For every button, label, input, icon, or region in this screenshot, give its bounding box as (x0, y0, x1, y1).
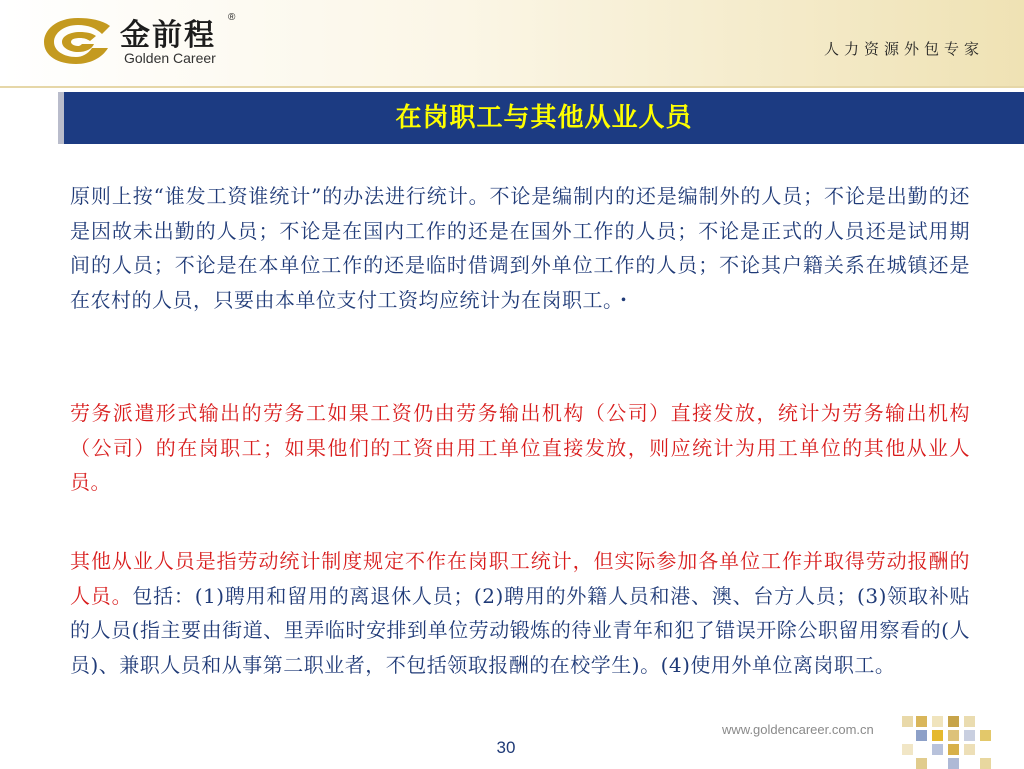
other-employees-definition: 其他从业人员是指劳动统计制度规定不作在岗职工统计，但实际参加各单位工作并取得劳动报酬的人员。 (70, 549, 970, 608)
title-bar-left-stub (0, 92, 62, 144)
logo-chinese-name: 金前程 (120, 18, 216, 53)
company-logo (40, 8, 260, 72)
logo-english-name: Golden Career (124, 50, 216, 66)
other-employees-list: 包括：(1)聘用和留用的离退休人员；(2)聘用的外籍人员和港、澳、台方人员；(3)领取补贴的人员(指主要由街道、里弄临时安排到单位劳动锻炼的待业青年和犯了错误开除公职留用察看的(人员)、兼职人员和从事第二职业者，不包括领取报酬的在校学生)。(4)使用外单位离岗职工。 (70, 583, 971, 677)
paragraph-other-employees (70, 544, 970, 682)
logo-swirl-icon (40, 12, 116, 68)
header-divider (0, 86, 1024, 88)
slide-title: 在岗职工与其他从业人员 (395, 103, 693, 133)
paragraph-in-post-staff: 原则上按“谁发工资谁统计”的办法进行统计。不论是编制内的还是编制外的人员；不论是出勤的还是因故未出勤的人员；不论是在国内工作的还是在国外工作的人员；不论是正式的人员还是试用期间的人员；不论是在本单位工作的还是临时借调到外单位工作的人员；不论其户籍关系在城镇还是在农村的人员，只要由本单位支付工资均应统计为在岗职工。・ (70, 184, 970, 312)
decorative-squares-icon (902, 714, 1024, 768)
footer-website: www.goldencareer.com.cn (722, 722, 874, 737)
paragraph-labor-dispatch: 劳务派遣形式输出的劳务工如果工资仍由劳务输出机构（公司）直接发放，统计为劳务输出机构（公司）的在岗职工；如果他们的工资由用工单位直接发放，则应统计为用工单位的其他从业人员。 (70, 401, 970, 494)
registered-mark: ® (228, 12, 236, 23)
header-slogan: 人力资源外包专家 (823, 40, 984, 58)
page-number: 30 (496, 738, 516, 757)
